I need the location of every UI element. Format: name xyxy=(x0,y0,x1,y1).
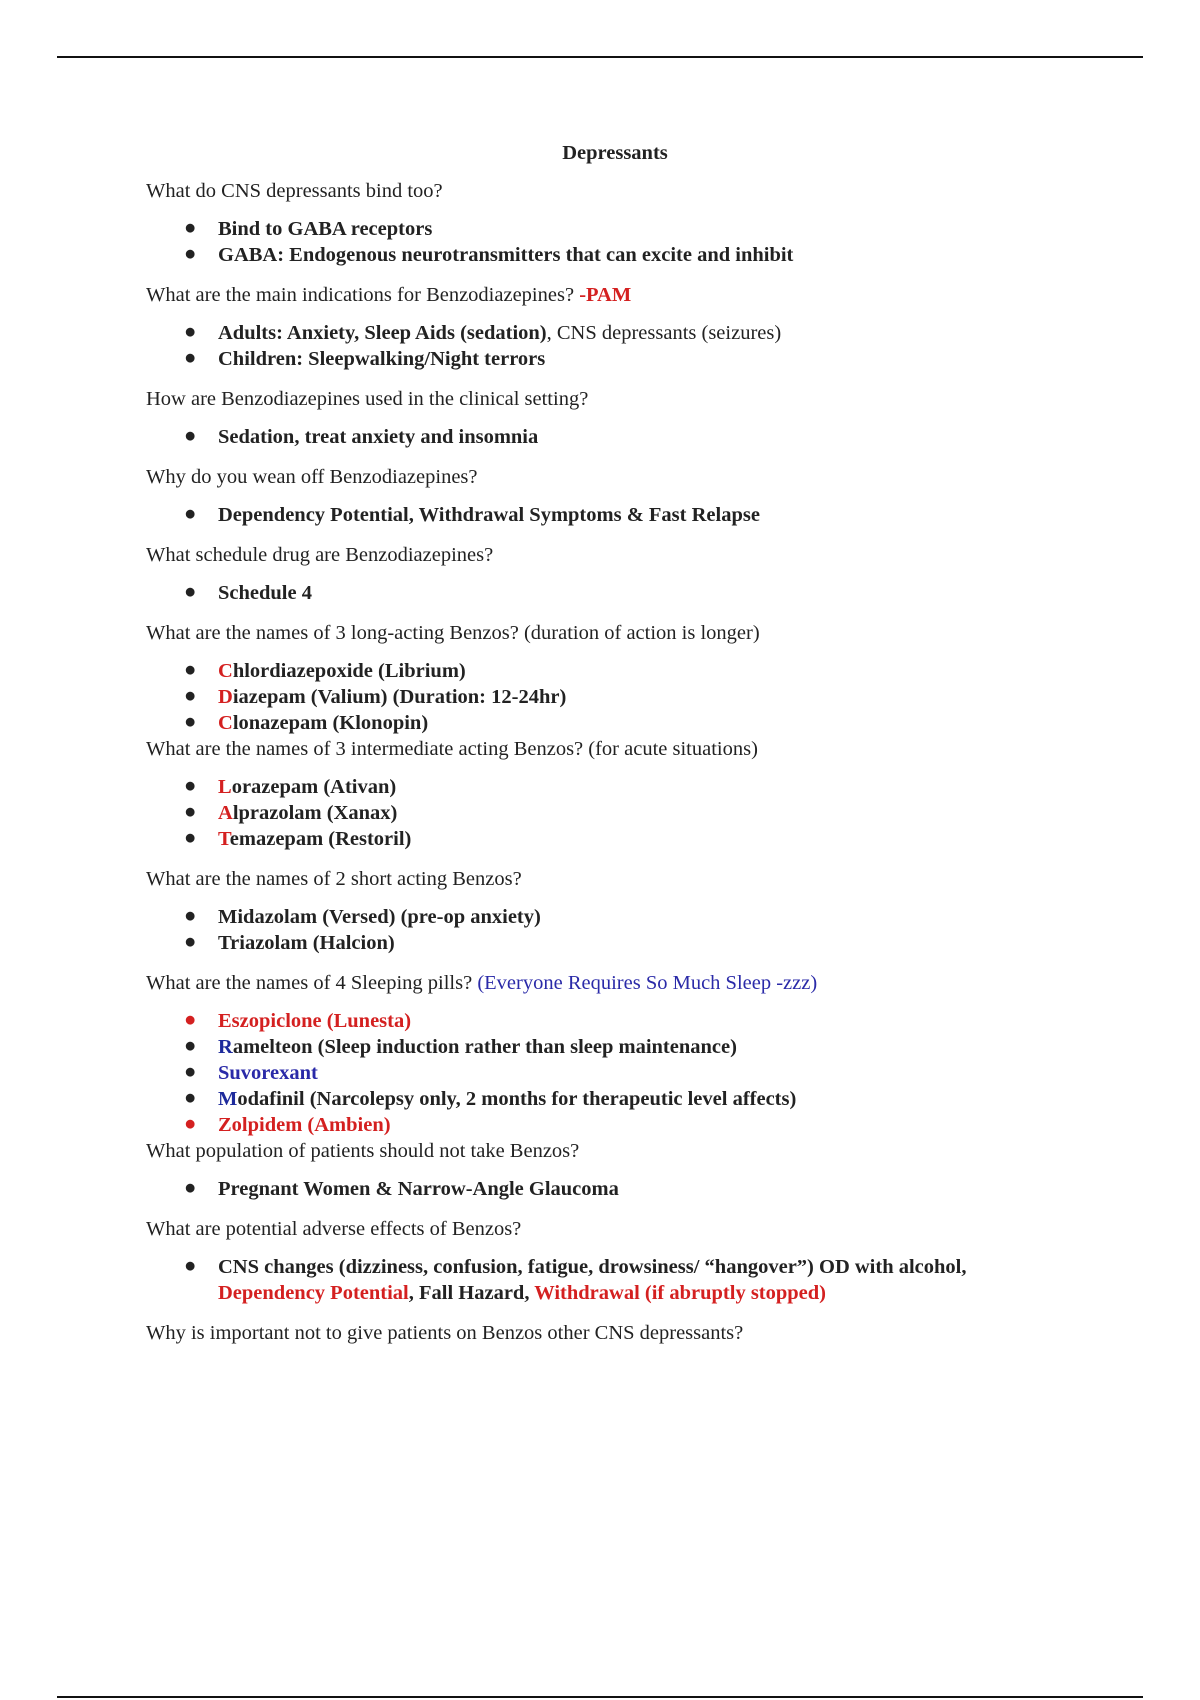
bullet-icon: ● xyxy=(184,1009,197,1031)
answer-list-4 xyxy=(146,502,1066,528)
list-item: ● Zolpidem (Ambien) xyxy=(184,1113,391,1136)
list-item: ● Adults: Anxiety, Sleep Aids (sedation), CNS depressants (seizures) xyxy=(184,321,782,344)
list-item: ● Schedule 4 xyxy=(184,581,312,604)
list-item: ● Midazolam (Versed) (pre-op anxiety) xyxy=(184,905,541,928)
question-4: Why do you wean off Benzodiazepines? xyxy=(146,466,478,488)
answer-list-11 xyxy=(146,1254,1066,1306)
page-title: Depressants xyxy=(562,142,668,164)
question-8: What are the names of 2 short acting Benzos? xyxy=(146,868,522,890)
bullet-icon: ● xyxy=(184,217,197,239)
bullet-icon: ● xyxy=(184,685,197,707)
list-item: ● Eszopiclone (Lunesta) xyxy=(184,1009,412,1032)
answer-list-8 xyxy=(146,904,1066,956)
footer-rule xyxy=(57,1696,1143,1698)
bullet-icon: ● xyxy=(184,931,197,953)
list-item: ● Lorazepam (Ativan) xyxy=(184,775,397,798)
answer-list-10 xyxy=(146,1176,1066,1202)
bullet-icon: ● xyxy=(184,1177,197,1199)
answer-list-7 xyxy=(146,774,1066,852)
question-9: What are the names of 4 Sleeping pills? (Everyone Requires So Much Sleep -zzz) xyxy=(146,972,818,994)
list-item: ● Chlordiazepoxide (Librium) xyxy=(184,659,466,682)
answer-list-5 xyxy=(146,580,1066,606)
question-3: How are Benzodiazepines used in the clinical setting? xyxy=(146,388,589,410)
bullet-icon: ● xyxy=(184,775,197,797)
question-12: Why is important not to give patients on Benzos other CNS depressants? xyxy=(146,1322,744,1344)
mnemonic-pam: -PAM xyxy=(579,284,632,306)
list-item: ● Sedation, treat anxiety and insomnia xyxy=(184,425,539,448)
bullet-icon: ● xyxy=(184,1255,197,1277)
list-item: ● Temazepam (Restoril) xyxy=(184,827,412,850)
list-item: ● GABA: Endogenous neurotransmitters that can excite and inhibit xyxy=(184,243,794,266)
bullet-icon: ● xyxy=(184,1087,197,1109)
list-item: ● Triazolam (Halcion) xyxy=(184,931,395,954)
bullet-icon: ● xyxy=(184,243,197,265)
list-item: ● Alprazolam (Xanax) xyxy=(184,801,398,824)
bullet-icon: ● xyxy=(184,321,197,343)
bullet-icon: ● xyxy=(184,425,197,447)
list-item: ● Clonazepam (Klonopin) xyxy=(184,711,429,734)
answer-list-1 xyxy=(146,216,1066,268)
bullet-icon: ● xyxy=(184,347,197,369)
question-6: What are the names of 3 long-acting Benzos? (duration of action is longer) xyxy=(146,622,760,644)
list-item: ● Pregnant Women & Narrow-Angle Glaucoma xyxy=(184,1177,619,1200)
list-item: ● Suvorexant xyxy=(184,1061,318,1084)
question-5: What schedule drug are Benzodiazepines? xyxy=(146,544,494,566)
bullet-icon: ● xyxy=(184,801,197,823)
answer-list-2 xyxy=(146,320,1066,372)
list-item: ● Bind to GABA receptors xyxy=(184,217,433,240)
bullet-icon: ● xyxy=(184,1113,197,1135)
list-item: ● Modafinil (Narcolepsy only, 2 months for therapeutic level affects) xyxy=(184,1087,797,1110)
bullet-icon: ● xyxy=(184,581,197,603)
list-item: ● Ramelteon (Sleep induction rather than sleep maintenance) xyxy=(184,1035,737,1058)
question-11: What are potential adverse effects of Benzos? xyxy=(146,1218,522,1240)
list-item: ● Dependency Potential, Withdrawal Symptoms & Fast Relapse xyxy=(184,503,760,526)
bullet-icon: ● xyxy=(184,711,197,733)
bullet-icon: ● xyxy=(184,503,197,525)
document-body xyxy=(146,140,1066,1346)
bullet-icon: ● xyxy=(184,1061,197,1083)
answer-list-9 xyxy=(146,1008,1066,1138)
bullet-icon: ● xyxy=(184,1035,197,1057)
bullet-icon: ● xyxy=(184,905,197,927)
question-2: What are the main indications for Benzodiazepines? -PAM xyxy=(146,284,632,306)
header-rule xyxy=(57,56,1143,58)
answer-list-3 xyxy=(146,424,1066,450)
question-7: What are the names of 3 intermediate acting Benzos? (for acute situations) xyxy=(146,738,758,760)
mnemonic-sleep: (Everyone Requires So Much Sleep -zzz) xyxy=(477,972,818,994)
list-item: ● CNS changes (dizziness, confusion, fatigue, drowsiness/ “hangover”) OD with alcohol, Dependency Potential, Fall Hazard, Withdrawal (if abruptly stopped) xyxy=(184,1255,967,1304)
bullet-icon: ● xyxy=(184,827,197,849)
list-item: ● Children: Sleepwalking/Night terrors xyxy=(184,347,546,370)
question-10: What population of patients should not take Benzos? xyxy=(146,1140,580,1162)
list-item: ● Diazepam (Valium) (Duration: 12-24hr) xyxy=(184,685,567,708)
question-1: What do CNS depressants bind too? xyxy=(146,180,443,202)
bullet-icon: ● xyxy=(184,659,197,681)
answer-list-6 xyxy=(146,658,1066,736)
